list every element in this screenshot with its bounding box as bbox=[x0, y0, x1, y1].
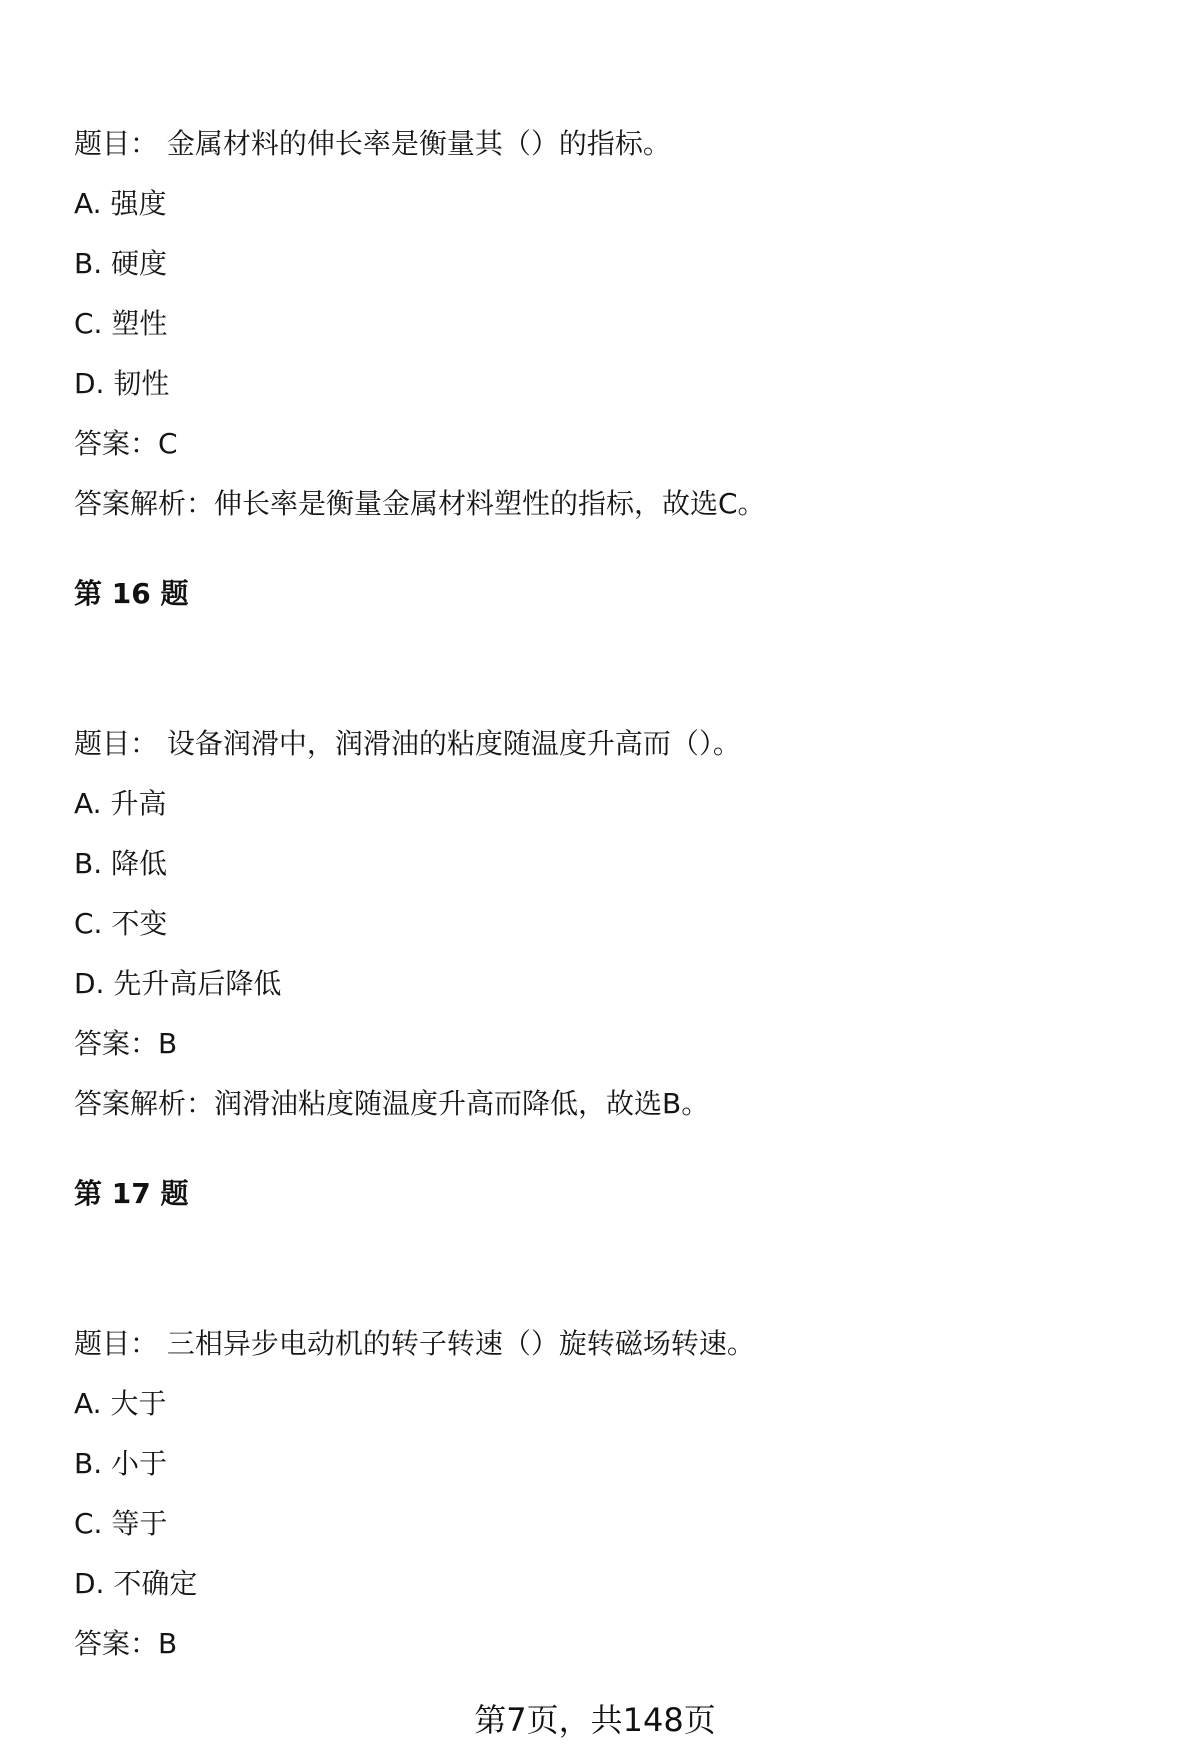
option-b: B. 小于 bbox=[74, 1447, 168, 1480]
option-d: D. 韧性 bbox=[74, 367, 170, 400]
answer: 答案：C bbox=[74, 427, 178, 460]
option-c: C. 不变 bbox=[74, 907, 168, 940]
option-d: D. 不确定 bbox=[74, 1567, 198, 1600]
option-a: A. 大于 bbox=[74, 1387, 167, 1420]
option-c: C. 等于 bbox=[74, 1507, 168, 1540]
question-stem: 题目： 金属材料的伸长率是衡量其（）的指标。 bbox=[74, 127, 671, 160]
option-a: A. 强度 bbox=[74, 187, 167, 220]
option-a: A. 升高 bbox=[74, 787, 167, 820]
question-heading: 第 16 题 bbox=[74, 577, 189, 610]
answer-analysis: 答案解析：伸长率是衡量金属材料塑性的指标，故选C。 bbox=[74, 487, 766, 520]
option-c: C. 塑性 bbox=[74, 307, 168, 340]
option-d: D. 先升高后降低 bbox=[74, 967, 282, 1000]
option-b: B. 硬度 bbox=[74, 247, 168, 280]
question-stem: 题目： 设备润滑中，润滑油的粘度随温度升高而（）。 bbox=[74, 727, 741, 760]
answer: 答案：B bbox=[74, 1627, 178, 1660]
question-heading: 第 17 题 bbox=[74, 1177, 189, 1210]
page-number: 第7页，共148页 bbox=[474, 1701, 716, 1739]
question-stem: 题目： 三相异步电动机的转子转速（）旋转磁场转速。 bbox=[74, 1327, 755, 1360]
option-b: B. 降低 bbox=[74, 847, 168, 880]
answer-analysis: 答案解析：润滑油粘度随温度升高而降低，故选B。 bbox=[74, 1087, 710, 1120]
answer: 答案：B bbox=[74, 1027, 178, 1060]
